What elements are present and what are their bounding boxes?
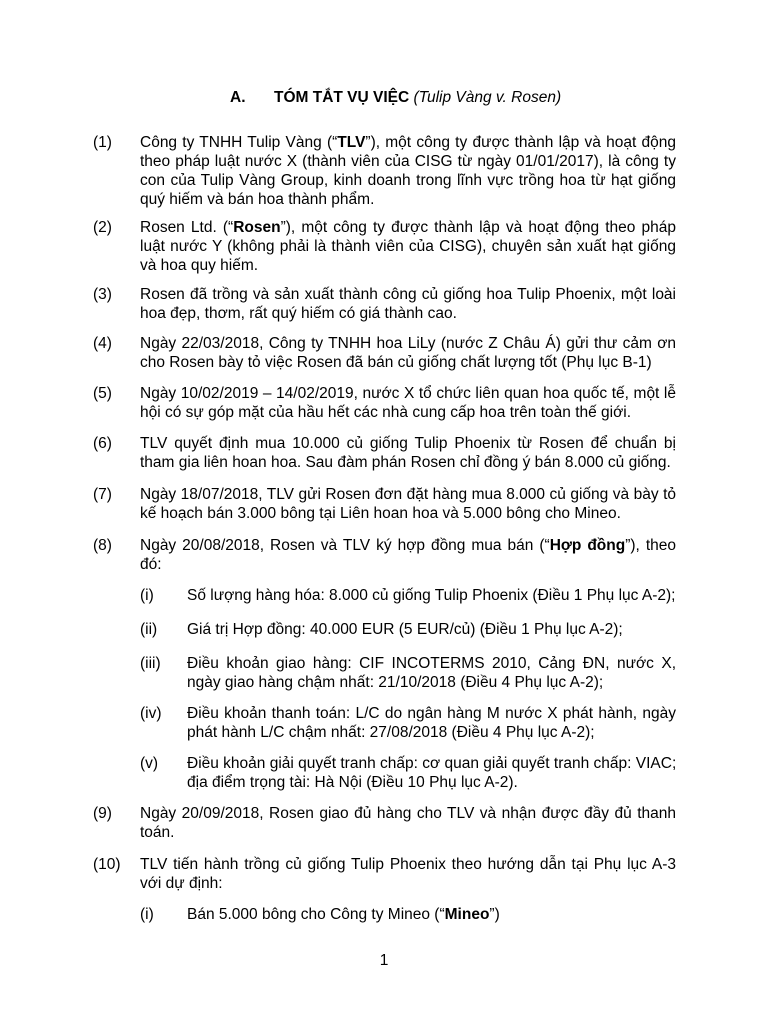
item-line: quý hiếm và bán hoa thành phẩm. [140,191,375,208]
item-line: phát hành L/C chậm nhất: 27/08/2018 (Điều 4 Phụ lục A-2); [187,724,595,741]
defined-term: TLV [337,134,366,151]
item-line: Ngày 22/03/2018, Công ty TNHH hoa LiLy (nước Z Châu Á) gửi thư cảm ơn [140,335,676,352]
item-line: con của Tulip Vàng Group, kinh doanh trong lĩnh vực trồng hoa từ hạt giống [140,172,676,189]
item-number: (4) [93,335,112,352]
item-line: kế hoạch bán 3.000 bông tại Liên hoan hoa và 5.000 bông cho Mineo. [140,505,621,522]
item-line: Ngày 20/09/2018, Rosen giao đủ hàng cho TLV và nhận được đầy đủ thanh [140,805,676,822]
item-number: (10) [93,856,121,873]
item-number: (2) [93,219,112,236]
item-text [140,855,676,893]
item-line: toán. [140,824,175,841]
defined-term: Hợp đồng [549,537,626,554]
item-text [140,334,676,372]
item-number: (3) [93,286,112,303]
item-line: TLV tiến hành trồng củ giống Tulip Phoenix theo hướng dẫn tại Phụ lục A-3 [140,856,676,873]
item-line: Điều khoản giải quyết tranh chấp: cơ quan giải quyết tranh chấp: VIAC; [187,755,677,772]
item-line: với dự định: [140,875,223,892]
sub-item-text [187,654,676,692]
item-line: Giá trị Hợp đồng: 40.000 EUR (5 EUR/củ) (Điều 1 Phụ lục A-2); [187,621,623,638]
item-text [140,384,676,422]
section-heading [230,88,561,107]
item-number: (6) [93,435,112,452]
item-line: và hoa quy hiếm. [140,257,259,274]
item-text [140,804,676,842]
sub-item-number: (iv) [140,705,162,722]
item-number: (9) [93,805,112,822]
item-text [140,218,676,275]
item-line: Điều khoản thanh toán: L/C do ngân hàng M nước X phát hành, ngày [187,705,676,722]
item-number: (1) [93,134,112,151]
defined-term: Mineo [444,906,490,923]
sub-item-number: (i) [140,587,154,604]
sub-item-number: (i) [140,906,154,923]
item-number: (7) [93,486,112,503]
item-line: theo pháp luật nước X (thành viên của CISG từ ngày 01/01/2017), là công ty [140,153,676,170]
item-line: đó: [140,556,162,573]
item-text [140,133,676,209]
item-line: Ngày 10/02/2019 – 14/02/2019, nước X tổ chức liên quan hoa quốc tế, một lễ [140,385,676,402]
item-line: Điều khoản giao hàng: CIF INCOTERMS 2010, Cảng ĐN, nước X, [187,655,676,672]
item-line: Ngày 20/08/2018, Rosen và TLV ký hợp đồng mua bán (“Hợp đồng”), theo [140,537,676,554]
sub-item-text [187,704,676,742]
sub-item-text [187,620,676,639]
item-line: Rosen Ltd. (“Rosen”), một công ty được thành lập và hoạt động theo pháp [140,219,676,236]
item-line: Rosen đã trồng và sản xuất thành công củ giống hoa Tulip Phoenix, một loài [140,286,676,303]
page-number: 1 [379,952,389,969]
item-line: Số lượng hàng hóa: 8.000 củ giống Tulip Phoenix (Điều 1 Phụ lục A-2); [187,587,676,604]
sub-item-text [187,905,676,924]
item-line: Công ty TNHH Tulip Vàng (“TLV”), một công ty được thành lập và hoạt động [140,134,676,151]
section-letter: A. [230,89,246,106]
sub-item-number: (iii) [140,655,161,672]
sub-item-text [187,586,676,605]
item-line: Ngày 18/07/2018, TLV gửi Rosen đơn đặt hàng mua 8.000 củ giống và bày tỏ [140,486,676,503]
defined-term: Rosen [233,219,281,236]
item-line: hoa đẹp, thơm, rất quý hiếm có giá thành cao. [140,305,457,322]
item-text [140,536,676,574]
section-subtitle: (Tulip Vàng v. Rosen) [413,89,562,106]
item-line: hội có sự góp mặt của hầu hết các nhà cung cấp hoa trên toàn thế giới. [140,404,632,421]
sub-item-number: (v) [140,755,159,772]
item-text [140,285,676,323]
item-line: ngày giao hàng chậm nhất: 21/10/2018 (Điều 4 Phụ lục A-2); [187,674,604,691]
item-line: cho Rosen bày tỏ việc Rosen đã bán củ giống chất lượng tốt (Phụ lục B-1) [140,354,652,371]
item-line: luật nước Y (không phải là thành viên của CISG), chuyên sản xuất hạt giống [140,238,676,255]
section-title: TÓM TẮT VỤ VIỆC [274,89,410,106]
item-line: TLV quyết định mua 10.000 củ giống Tulip Phoenix từ Rosen để chuẩn bị [140,435,676,452]
item-number: (8) [93,537,112,554]
item-line: Bán 5.000 bông cho Công ty Mineo (“Mineo”) [187,906,500,923]
item-line: địa điểm trọng tài: Hà Nội (Điều 10 Phụ lục A-2). [187,774,518,791]
item-number: (5) [93,385,112,402]
sub-item-text [187,754,676,792]
item-line: tham gia liên hoan hoa. Sau đàm phán Rosen chỉ đồng ý bán 8.000 củ giống. [140,454,671,471]
item-text [140,485,676,523]
sub-item-number: (ii) [140,621,158,638]
item-text [140,434,676,472]
